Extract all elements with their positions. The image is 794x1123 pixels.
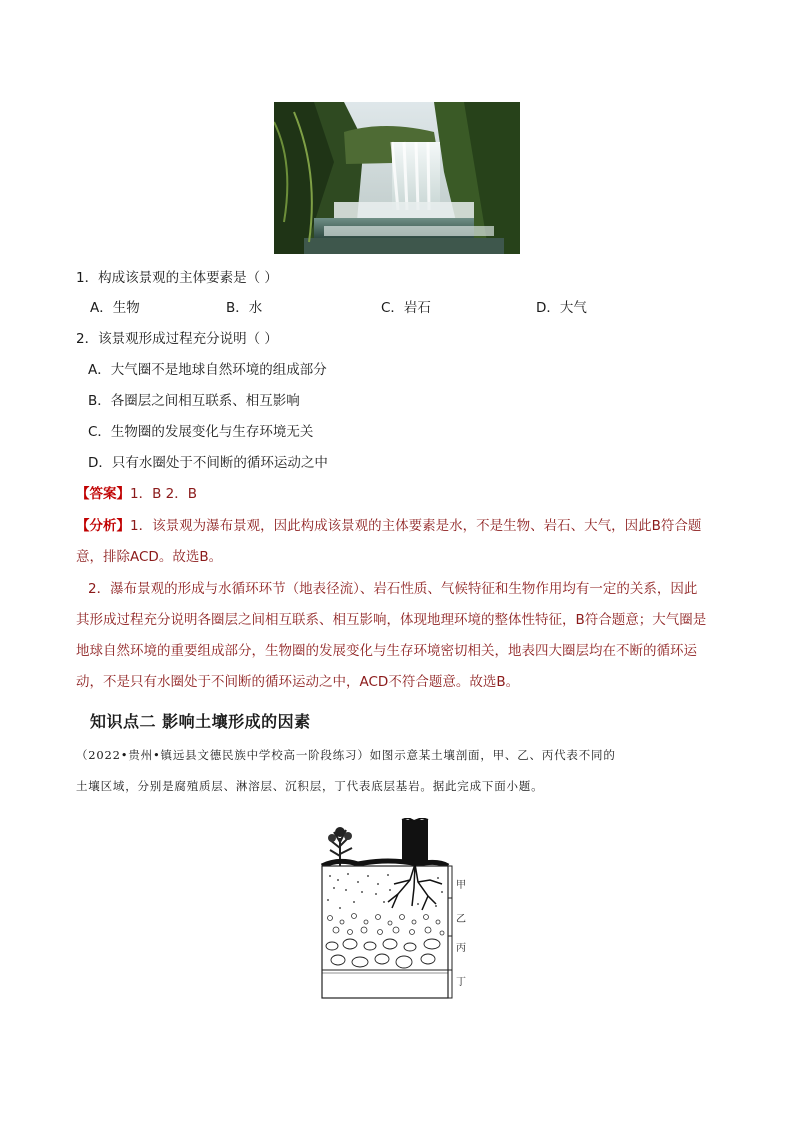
soil-profile-diagram	[318, 818, 478, 1002]
q2-option-b: B．各圈层之间相互联系、相互影响	[88, 393, 300, 409]
waterfall-photo	[274, 102, 520, 254]
q1-option-b: B．水	[226, 300, 263, 316]
soil-label-ding: 丁	[456, 977, 466, 988]
answer-line	[76, 485, 197, 503]
q1-option-c: C．岩石	[381, 300, 431, 316]
analysis-text-6: 动，不是只有水圈处于不间断的循环运动之中，ACD不符合题意。故选B。	[76, 674, 520, 690]
answer-tag: 【答案】	[76, 486, 130, 502]
analysis-tag: 【分析】	[76, 518, 130, 534]
q1-option-a: A．生物	[90, 300, 140, 316]
analysis-text-4: 其形成过程充分说明各圈层之间相互联系、相互影响，体现地理环境的整体性特征，B符合题意；大气圈是	[76, 612, 707, 628]
analysis-text-2: 意，排除ACD。故选B。	[76, 549, 223, 565]
answer-text: 1．B 2．B	[130, 486, 197, 502]
soil-label-bing: 丙	[456, 943, 466, 954]
section-title: 知识点二 影响土壤形成的因素	[90, 712, 311, 731]
analysis-text-5: 地球自然环境的重要组成部分，生物圈的发展变化与生存环境密切相关，地表四大圈层均在不断的循环运	[76, 643, 697, 659]
soil-profile-svg	[318, 818, 478, 1002]
q2-option-d: D．只有水圈处于不间断的循环运动之中	[88, 455, 328, 471]
q2-option-a: A．大气圈不是地球自然环境的组成部分	[88, 362, 327, 378]
q1-option-d: D．大气	[536, 300, 587, 316]
analysis-text-3: 2．瀑布景观的形成与水循环环节（地表径流）、岩石性质、气候特征和生物作用均有一定的关系，因此	[88, 581, 698, 597]
question-1-stem: 1．构成该景观的主体要素是（ ）	[76, 270, 278, 286]
question-2-stem: 2．该景观形成过程充分说明（ ）	[76, 331, 278, 347]
soil-label-yi: 乙	[456, 914, 466, 925]
intro-line-2: 土壤区域，分别是腐殖质层、淋溶层、沉积层，丁代表底层基岩。据此完成下面小题。	[76, 779, 544, 793]
analysis-line-1	[76, 517, 701, 535]
intro-line-1: （2022•贵州•镇远县文德民族中学校高一阶段练习）如图示意某土壤剖面，甲、乙、丙代表不同的	[76, 748, 616, 762]
analysis-text-1: 1．该景观为瀑布景观，因此构成该景观的主体要素是水，不是生物、岩石、大气，因此B符合题	[130, 518, 702, 534]
soil-label-jia: 甲	[456, 880, 466, 891]
q2-option-c: C．生物圈的发展变化与生存环境无关	[88, 424, 314, 440]
